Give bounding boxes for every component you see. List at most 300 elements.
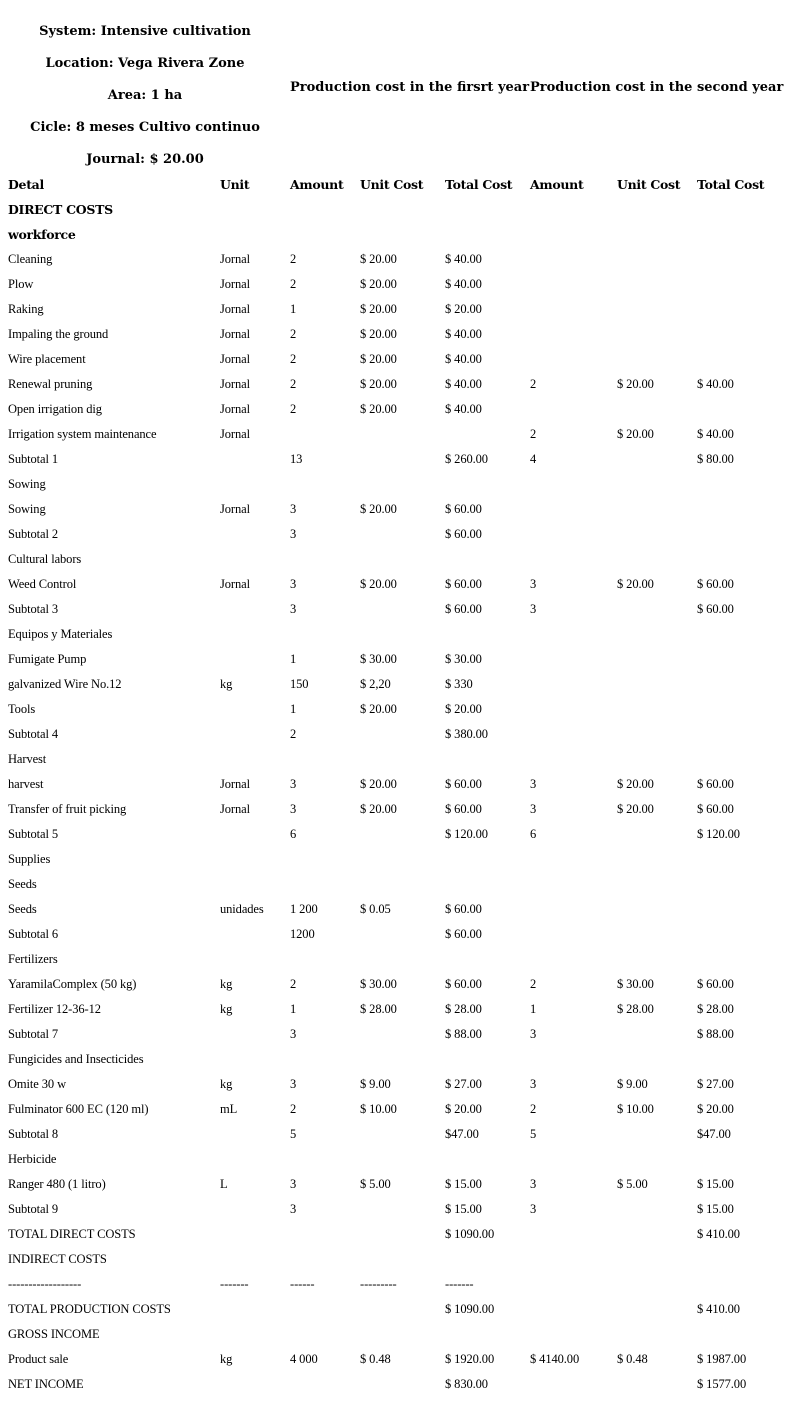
table-row (0, 822, 785, 847)
cell-unit-cost-y2 (617, 622, 697, 647)
cell-total-cost-y1: ------- (445, 1277, 474, 1291)
table-row (0, 1322, 785, 1347)
cell-detal: Fulminator 600 EC (120 ml) (8, 1102, 149, 1116)
cell-unit-cost-y2 (617, 397, 697, 422)
col-unit-cost-y2: Unit Cost (617, 177, 681, 192)
cell-amount-y2: 2 (530, 377, 537, 391)
location-label: Location: Vega Rivera Zone (45, 56, 245, 71)
cell-total-cost-y2: $ 1577.00 (697, 1377, 747, 1391)
cell-detal: Cleaning (8, 252, 53, 266)
cell-amount-y2: 2 (530, 427, 537, 441)
col-total-cost-y1: Total Cost (445, 177, 513, 192)
table-row (0, 747, 785, 772)
cell-detal: Weed Control (8, 577, 77, 591)
cell-unit-cost-y1: $ 20.00 (360, 577, 397, 591)
cell-unit: Jornal (220, 252, 250, 266)
cell-unit-cost-y1: $ 20.00 (360, 302, 397, 316)
cell-amount-y2 (530, 1272, 617, 1297)
cell-detal: Equipos y Materiales (8, 627, 113, 641)
cell-total-cost-y1 (445, 547, 530, 572)
cell-unit: kg (220, 977, 233, 991)
cell-amount-y1 (290, 547, 360, 572)
cell-unit-cost-y2 (617, 197, 697, 222)
cell-unit: Jornal (220, 352, 250, 366)
cell-unit-cost-y2 (617, 247, 697, 272)
cell-amount-y1 (290, 847, 360, 872)
cell-amount-y1 (290, 1297, 360, 1322)
cell-amount-y1 (290, 747, 360, 772)
cell-total-cost-y2 (697, 222, 785, 247)
cell-unit (220, 522, 290, 547)
cell-detal: TOTAL PRODUCTION COSTS (8, 1302, 171, 1316)
cell-unit: Jornal (220, 502, 250, 516)
table-row (0, 322, 785, 347)
cell-unit (220, 447, 290, 472)
cell-amount-y1: 1 (290, 302, 297, 316)
cell-total-cost-y2 (697, 897, 785, 922)
cell-unit-cost-y2: $ 20.00 (617, 577, 654, 591)
table-row (0, 1022, 785, 1047)
cell-unit-cost-y1 (360, 947, 445, 972)
table-row (0, 1272, 785, 1297)
cell-amount-y2 (530, 947, 617, 972)
cell-amount-y1 (290, 422, 360, 447)
cell-unit-cost-y2 (617, 822, 697, 847)
cell-unit: Jornal (220, 302, 250, 316)
cell-total-cost-y2 (697, 397, 785, 422)
cell-unit-cost-y2 (617, 872, 697, 897)
cell-total-cost-y2 (697, 947, 785, 972)
cell-unit (220, 1322, 290, 1347)
table-row (0, 1097, 785, 1122)
cell-total-cost-y2: $ 410.00 (697, 1227, 740, 1241)
cell-amount-y2 (530, 672, 617, 697)
table-row (0, 1347, 785, 1372)
cell-amount-y1 (290, 622, 360, 647)
cell-total-cost-y1: $ 15.00 (445, 1202, 482, 1216)
cell-unit (220, 722, 290, 747)
cell-amount-y2 (530, 397, 617, 422)
cell-total-cost-y1: $ 830.00 (445, 1377, 488, 1391)
cell-unit (220, 1022, 290, 1047)
cell-unit-cost-y2 (617, 322, 697, 347)
cell-total-cost-y2: $ 410.00 (697, 1302, 740, 1316)
cell-amount-y2: 3 (530, 1027, 537, 1041)
cell-unit-cost-y2: $ 20.00 (617, 777, 654, 791)
cell-amount-y2 (530, 1372, 617, 1397)
cell-total-cost-y1: $ 60.00 (445, 502, 482, 516)
cell-amount-y1: 3 (290, 1077, 297, 1091)
cell-unit-cost-y2: $ 20.00 (617, 802, 654, 816)
cell-unit-cost-y2: $ 0.48 (617, 1352, 648, 1366)
cell-total-cost-y2 (697, 697, 785, 722)
cell-amount-y2: 3 (530, 802, 537, 816)
cell-total-cost-y1 (445, 422, 530, 447)
cell-amount-y1 (290, 1247, 360, 1272)
cell-unit (220, 622, 290, 647)
table-row (0, 1122, 785, 1147)
cell-amount-y1: ------ (290, 1277, 315, 1291)
cell-total-cost-y1: $ 1920.00 (445, 1352, 495, 1366)
cell-unit-cost-y1 (360, 922, 445, 947)
cell-detal: Subtotal 4 (8, 727, 59, 741)
cell-total-cost-y1: $ 60.00 (445, 902, 482, 916)
cell-total-cost-y2 (697, 672, 785, 697)
cell-unit-cost-y1 (360, 222, 445, 247)
cell-unit-cost-y2 (617, 1272, 697, 1297)
cell-unit (220, 1372, 290, 1397)
cell-total-cost-y1: $ 40.00 (445, 252, 482, 266)
cell-total-cost-y2: $ 60.00 (697, 602, 734, 616)
cell-total-cost-y1 (445, 622, 530, 647)
cell-total-cost-y2 (697, 197, 785, 222)
cell-unit (220, 1147, 290, 1172)
cell-unit-cost-y1: $ 2,20 (360, 677, 391, 691)
cell-detal: GROSS INCOME (8, 1327, 100, 1341)
production-cost-table (0, 172, 785, 1397)
cell-total-cost-y2: $ 20.00 (697, 1102, 734, 1116)
cell-total-cost-y2 (697, 922, 785, 947)
cell-unit-cost-y2: $ 30.00 (617, 977, 654, 991)
cell-amount-y1: 3 (290, 602, 297, 616)
cell-amount-y1: 1 (290, 702, 297, 716)
cell-unit-cost-y2 (617, 1022, 697, 1047)
cell-amount-y1: 3 (290, 777, 297, 791)
cell-amount-y2 (530, 547, 617, 572)
cell-amount-y2 (530, 847, 617, 872)
table-row (0, 847, 785, 872)
cell-total-cost-y1: $ 88.00 (445, 1027, 482, 1041)
cell-total-cost-y1: $ 60.00 (445, 977, 482, 991)
cell-total-cost-y1 (445, 222, 530, 247)
cell-unit-cost-y2 (617, 1122, 697, 1147)
cell-total-cost-y1 (445, 947, 530, 972)
cell-total-cost-y1: $ 28.00 (445, 1002, 482, 1016)
cell-detal: Sowing (8, 477, 46, 491)
cell-detal: NET INCOME (8, 1377, 84, 1391)
cell-amount-y2: 3 (530, 577, 537, 591)
cell-unit (220, 222, 290, 247)
cell-unit-cost-y1 (360, 822, 445, 847)
cell-unit-cost-y2: $ 10.00 (617, 1102, 654, 1116)
cell-total-cost-y2 (697, 872, 785, 897)
cell-amount-y2 (530, 1222, 617, 1247)
cell-amount-y1: 2 (290, 727, 297, 741)
cell-total-cost-y2: $ 60.00 (697, 802, 734, 816)
cell-amount-y2 (530, 622, 617, 647)
table-row (0, 1372, 785, 1397)
cell-total-cost-y1: $ 60.00 (445, 777, 482, 791)
cell-unit (220, 472, 290, 497)
cell-detal: workforce (8, 227, 76, 242)
cell-amount-y2: 1 (530, 1002, 537, 1016)
first-year-header: Production cost in the firsrt year (290, 80, 530, 95)
cell-unit-cost-y2 (617, 472, 697, 497)
cell-total-cost-y1 (445, 1322, 530, 1347)
cell-total-cost-y2 (697, 847, 785, 872)
cell-unit-cost-y2 (617, 447, 697, 472)
cell-total-cost-y1: $ 20.00 (445, 302, 482, 316)
table-row (0, 297, 785, 322)
cell-detal: Herbicide (8, 1152, 57, 1166)
cell-total-cost-y2: $ 60.00 (697, 777, 734, 791)
cell-unit-cost-y2 (617, 522, 697, 547)
table-body (0, 197, 785, 1397)
cell-unit: Jornal (220, 402, 250, 416)
cell-amount-y1 (290, 947, 360, 972)
col-amount-y2: Amount (530, 177, 584, 192)
cell-total-cost-y2: $ 27.00 (697, 1077, 734, 1091)
cell-unit: mL (220, 1102, 238, 1116)
cell-unit (220, 822, 290, 847)
cell-total-cost-y2: $ 80.00 (697, 452, 734, 466)
col-total-cost-y2: Total Cost (697, 177, 765, 192)
cell-amount-y1: 1 (290, 1002, 297, 1016)
cell-detal: DIRECT COSTS (8, 202, 113, 217)
cell-unit (220, 947, 290, 972)
cell-unit (220, 922, 290, 947)
cell-unit-cost-y2 (617, 1297, 697, 1322)
cell-unit (220, 1222, 290, 1247)
cell-amount-y2 (530, 347, 617, 372)
cell-total-cost-y1: $ 40.00 (445, 377, 482, 391)
cell-unit-cost-y1: $ 20.00 (360, 252, 397, 266)
cell-detal: Open irrigation dig (8, 402, 102, 416)
cell-total-cost-y2 (697, 1322, 785, 1347)
col-unit-cost-y1: Unit Cost (360, 177, 424, 192)
cell-total-cost-y1: $ 60.00 (445, 602, 482, 616)
cell-unit-cost-y2: $ 5.00 (617, 1177, 648, 1191)
cell-unit-cost-y1: $ 20.00 (360, 377, 397, 391)
cell-amount-y1: 1200 (290, 927, 315, 941)
cell-amount-y1: 2 (290, 977, 297, 991)
cell-total-cost-y1: $ 40.00 (445, 402, 482, 416)
cell-amount-y2 (530, 747, 617, 772)
cell-total-cost-y2 (697, 1247, 785, 1272)
cell-unit-cost-y1: $ 20.00 (360, 402, 397, 416)
cell-detal: Wire placement (8, 352, 86, 366)
table-row (0, 672, 785, 697)
cell-unit-cost-y2 (617, 1322, 697, 1347)
cell-unit: Jornal (220, 427, 250, 441)
cell-amount-y1 (290, 1147, 360, 1172)
cell-unit: Jornal (220, 327, 250, 341)
cell-total-cost-y2: $ 60.00 (697, 977, 734, 991)
cell-amount-y2 (530, 472, 617, 497)
cell-amount-y2 (530, 322, 617, 347)
cell-detal: Fumigate Pump (8, 652, 87, 666)
cell-amount-y2 (530, 197, 617, 222)
cell-amount-y1 (290, 197, 360, 222)
cell-total-cost-y1: $ 27.00 (445, 1077, 482, 1091)
table-row (0, 1147, 785, 1172)
cell-amount-y2 (530, 922, 617, 947)
cell-amount-y1: 2 (290, 1102, 297, 1116)
table-row (0, 947, 785, 972)
cell-unit (220, 872, 290, 897)
cell-total-cost-y1: $ 1090.00 (445, 1227, 495, 1241)
cell-detal: Sowing (8, 502, 46, 516)
cell-total-cost-y2 (697, 347, 785, 372)
cell-unit-cost-y2 (617, 897, 697, 922)
cell-unit-cost-y1 (360, 1047, 445, 1072)
cell-unit-cost-y1: $ 20.00 (360, 327, 397, 341)
cell-total-cost-y2 (697, 497, 785, 522)
cell-unit (220, 647, 290, 672)
cell-total-cost-y2: $ 1987.00 (697, 1352, 747, 1366)
cell-total-cost-y1: $ 1090.00 (445, 1302, 495, 1316)
cell-amount-y2 (530, 897, 617, 922)
cell-unit-cost-y2 (617, 497, 697, 522)
cell-detal: Subtotal 5 (8, 827, 59, 841)
cell-amount-y1: 2 (290, 277, 297, 291)
cell-amount-y2 (530, 1147, 617, 1172)
cicle-label: Cicle: 8 meses Cultivo continuo (30, 120, 260, 135)
cell-unit (220, 1247, 290, 1272)
cell-unit (220, 697, 290, 722)
cell-unit-cost-y1: $ 20.00 (360, 802, 397, 816)
col-detal: Detal (8, 177, 44, 192)
cell-detal: Renewal pruning (8, 377, 93, 391)
cell-detal: Subtotal 7 (8, 1027, 59, 1041)
cell-unit-cost-y1 (360, 1197, 445, 1222)
cell-unit-cost-y2 (617, 847, 697, 872)
cell-total-cost-y1: $ 40.00 (445, 327, 482, 341)
cell-detal: Transfer of fruit picking (8, 802, 127, 816)
cell-unit (220, 747, 290, 772)
cell-unit-cost-y1: $ 28.00 (360, 1002, 397, 1016)
cell-amount-y2: 3 (530, 777, 537, 791)
cell-detal: Product sale (8, 1352, 69, 1366)
table-row (0, 572, 785, 597)
cell-unit-cost-y1 (360, 1297, 445, 1322)
table-row (0, 1297, 785, 1322)
cell-amount-y1: 3 (290, 1202, 297, 1216)
cell-total-cost-y2 (697, 647, 785, 672)
cell-total-cost-y1: $47.00 (445, 1127, 479, 1141)
cell-amount-y2 (530, 697, 617, 722)
cell-unit-cost-y1 (360, 422, 445, 447)
cell-detal: Irrigation system maintenance (8, 427, 157, 441)
cell-amount-y2 (530, 222, 617, 247)
cell-amount-y2 (530, 1297, 617, 1322)
cell-unit-cost-y1 (360, 1247, 445, 1272)
cell-total-cost-y2: $ 15.00 (697, 1202, 734, 1216)
cell-unit-cost-y2: $ 9.00 (617, 1077, 648, 1091)
table-row (0, 622, 785, 647)
cell-unit-cost-y2 (617, 922, 697, 947)
cell-unit-cost-y1 (360, 1222, 445, 1247)
cell-unit-cost-y2 (617, 672, 697, 697)
cell-amount-y1: 3 (290, 1177, 297, 1191)
cell-total-cost-y1: $ 260.00 (445, 452, 488, 466)
cell-total-cost-y2 (697, 1272, 785, 1297)
cell-unit (220, 597, 290, 622)
cell-detal: Subtotal 3 (8, 602, 59, 616)
cell-detal: INDIRECT COSTS (8, 1252, 107, 1266)
cell-total-cost-y1 (445, 847, 530, 872)
cell-amount-y2 (530, 297, 617, 322)
cell-unit-cost-y2 (617, 1247, 697, 1272)
cell-total-cost-y2: $ 28.00 (697, 1002, 734, 1016)
table-row (0, 1047, 785, 1072)
cell-unit: Jornal (220, 802, 250, 816)
cell-amount-y2 (530, 722, 617, 747)
cell-amount-y2 (530, 647, 617, 672)
cell-total-cost-y1: $ 40.00 (445, 277, 482, 291)
cell-unit-cost-y1: $ 10.00 (360, 1102, 397, 1116)
cell-unit-cost-y1: $ 20.00 (360, 502, 397, 516)
cell-unit-cost-y2 (617, 747, 697, 772)
cell-unit-cost-y2 (617, 647, 697, 672)
cell-amount-y1 (290, 1047, 360, 1072)
cell-unit-cost-y1 (360, 872, 445, 897)
cell-unit: Jornal (220, 577, 250, 591)
cell-unit-cost-y1 (360, 597, 445, 622)
cell-unit: ------- (220, 1277, 249, 1291)
cell-detal: Subtotal 8 (8, 1127, 59, 1141)
cell-unit-cost-y1 (360, 622, 445, 647)
cell-amount-y2: 3 (530, 602, 537, 616)
cell-unit: L (220, 1177, 228, 1191)
cell-detal: harvest (8, 777, 44, 791)
table-row (0, 872, 785, 897)
cell-unit-cost-y2 (617, 947, 697, 972)
cell-total-cost-y1 (445, 1147, 530, 1172)
cell-amount-y1 (290, 472, 360, 497)
cell-unit-cost-y1 (360, 447, 445, 472)
cell-amount-y1: 150 (290, 677, 309, 691)
cell-total-cost-y2: $ 15.00 (697, 1177, 734, 1191)
table-row (0, 597, 785, 622)
cell-unit-cost-y1: $ 9.00 (360, 1077, 391, 1091)
cell-total-cost-y2: $47.00 (697, 1127, 731, 1141)
cell-unit-cost-y1: $ 5.00 (360, 1177, 391, 1191)
table-row (0, 347, 785, 372)
cell-total-cost-y2: $ 40.00 (697, 377, 734, 391)
cell-unit-cost-y1 (360, 747, 445, 772)
cell-total-cost-y1 (445, 472, 530, 497)
cell-detal: Supplies (8, 852, 51, 866)
cell-unit: Jornal (220, 277, 250, 291)
cell-amount-y1: 2 (290, 252, 297, 266)
cell-unit: Jornal (220, 777, 250, 791)
table-row (0, 197, 785, 222)
cell-total-cost-y1 (445, 747, 530, 772)
cell-amount-y2 (530, 1247, 617, 1272)
table-row (0, 922, 785, 947)
cell-amount-y2 (530, 1047, 617, 1072)
table-row (0, 1247, 785, 1272)
table-row (0, 522, 785, 547)
cell-total-cost-y2 (697, 297, 785, 322)
cell-amount-y1: 4 000 (290, 1352, 318, 1366)
cell-detal: YaramilaComplex (50 kg) (8, 977, 137, 991)
cell-amount-y1 (290, 222, 360, 247)
cell-unit-cost-y2: $ 28.00 (617, 1002, 654, 1016)
cell-detal: Raking (8, 302, 44, 316)
cell-unit-cost-y2 (617, 722, 697, 747)
table-row (0, 897, 785, 922)
cell-detal: Fertilizers (8, 952, 58, 966)
cell-unit-cost-y1: $ 20.00 (360, 702, 397, 716)
cell-amount-y2 (530, 1322, 617, 1347)
cell-unit (220, 1122, 290, 1147)
cell-unit: kg (220, 1002, 233, 1016)
cell-detal: Impaling the ground (8, 327, 109, 341)
table-row (0, 497, 785, 522)
cell-detal: Subtotal 9 (8, 1202, 59, 1216)
